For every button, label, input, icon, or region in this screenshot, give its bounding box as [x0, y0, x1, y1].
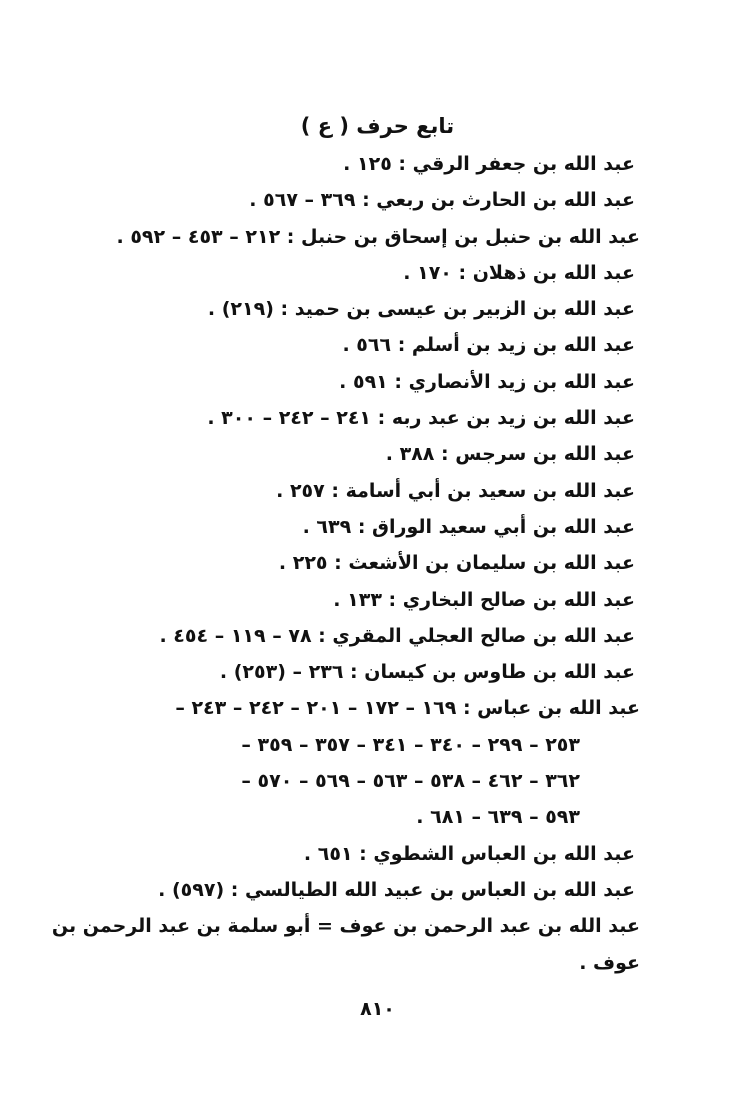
index-entry: عبد الله بن العباس بن عبيد الله الطيالسي : (٥٩٧) .: [158, 878, 635, 901]
index-entry: عبد الله بن زيد الأنصاري : ٥٩١ .: [339, 370, 635, 393]
abbas-line-2: ٢٥٣ – ٢٩٩ – ٣٤٠ – ٣٤١ – ٣٥٧ – ٣٥٩ –: [241, 733, 580, 756]
page-number: ٨١٠: [360, 998, 395, 1020]
index-entry: عبد الله بن حنبل بن إسحاق بن حنبل : ٢١٢ – ٤٥٣ – ٥٩٢ .: [116, 225, 640, 248]
awf-line-2: عوف .: [579, 951, 640, 974]
index-entry: عبد الله بن الحارث بن ربعي : ٣٦٩ – ٥٦٧ .: [249, 189, 635, 212]
index-entry: عبد الله بن سليمان بن الأشعث : ٢٢٥ .: [278, 552, 635, 575]
index-entry: عبد الله بن طاوس بن كيسان : ٢٣٦ – (٢٥٣) .: [219, 661, 635, 684]
index-entry: عبد الله بن العباس الشطوي : ٦٥١ .: [303, 842, 635, 865]
index-entry: عبد الله بن صالح العجلي المقري : ٧٨ – ١١٩ – ٤٥٤ .: [159, 624, 635, 647]
index-entry: عبد الله بن سعيد بن أبي أسامة : ٢٥٧ .: [276, 479, 635, 502]
abbas-line-4: ٥٩٣ – ٦٣٩ – ٦٨١ .: [416, 806, 580, 829]
awf-line-1: عبد الله بن عبد الرحمن بن عوف = أبو سلمة بن عبد الرحمن بن: [51, 915, 640, 938]
index-entry-abbas: [95, 690, 640, 835]
abbas-line-3: ٣٦٢ – ٤٦٢ – ٥٣٨ – ٥٦٣ – ٥٦٩ – ٥٧٠ –: [241, 770, 580, 793]
index-entry: عبد الله بن زيد بن أسلم : ٥٦٦ .: [342, 334, 635, 357]
index-entry: عبد الله بن الزبير بن عيسى بن حميد : (٢١٩) .: [207, 298, 635, 321]
index-entry: عبد الله بن سرجس : ٣٨٨ .: [385, 443, 635, 466]
index-entry-awf: [51, 908, 640, 981]
index-entries: [51, 146, 640, 981]
index-entry: عبد الله بن زيد بن عبد ربه : ٢٤١ – ٢٤٢ – ٣٠٠ .: [207, 407, 635, 430]
index-entry: عبد الله بن صالح البخاري : ١٣٣ .: [333, 588, 635, 611]
index-entry: عبد الله بن أبي سعيد الوراق : ٦٣٩ .: [302, 515, 635, 538]
index-entry: عبد الله بن ذهلان : ١٧٠ .: [403, 261, 635, 284]
section-heading: تابع حرف ( ع ): [300, 114, 455, 138]
index-entry: عبد الله بن جعفر الرقي : ١٢٥ .: [343, 153, 635, 175]
abbas-line-1: عبد الله بن عباس : ١٦٩ – ١٧٢ – ٢٠١ – ٢٤٢ – ٢٤٣ –: [175, 697, 640, 720]
